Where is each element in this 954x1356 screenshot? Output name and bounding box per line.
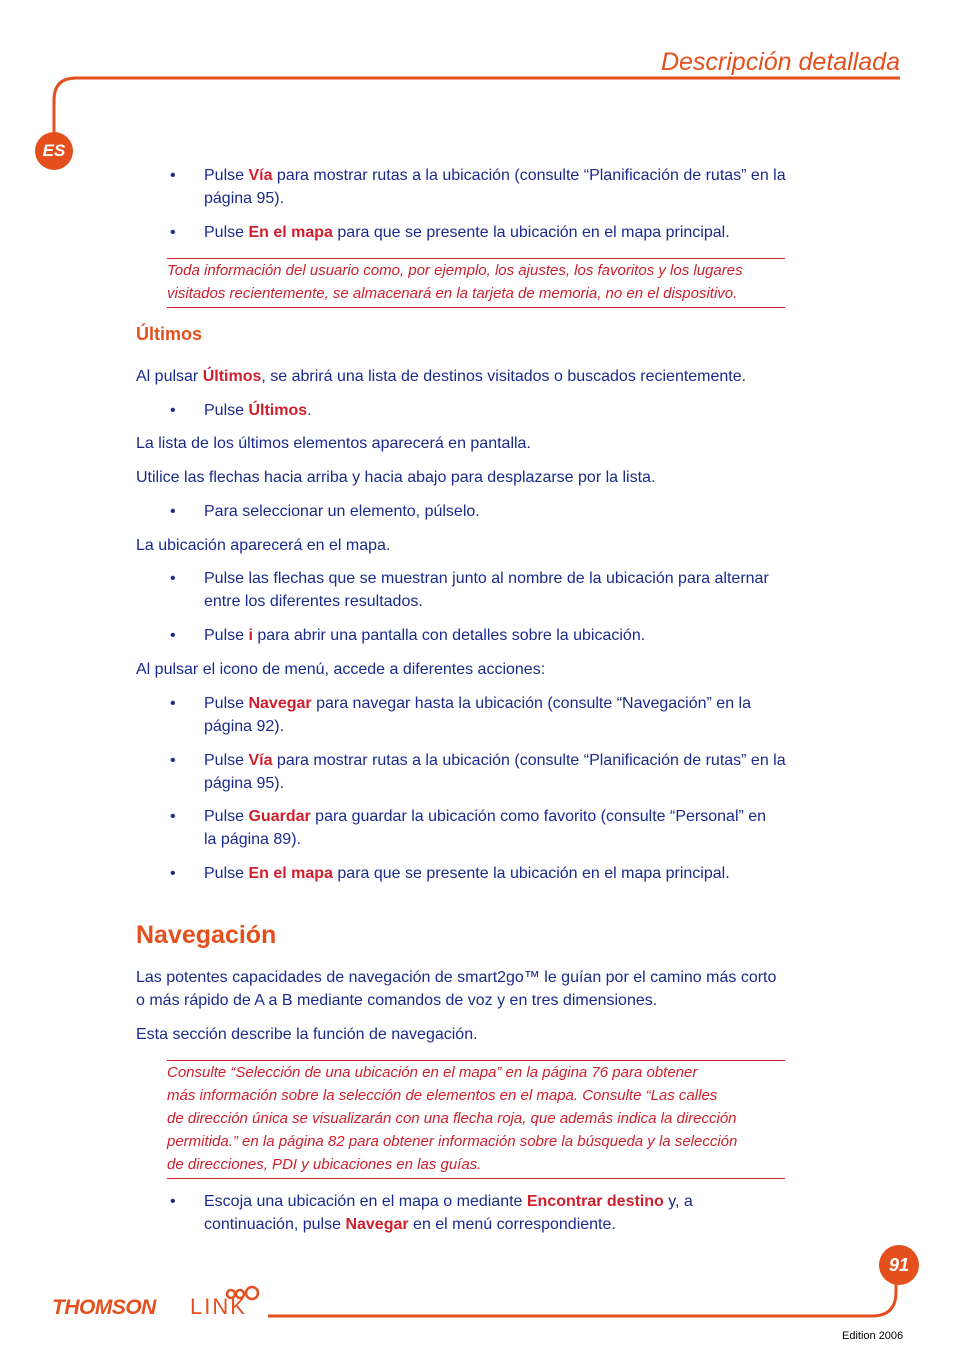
list-item: Para seleccionar un elemento, púlselo. (204, 503, 480, 520)
bullet-icon: • (170, 167, 176, 184)
note-box: Toda información del usuario como, por ejemplo, los ajustes, los favoritos y los lugares visitados recientemente, se almacenará en la tarjeta de memoria, no en el dispositivo. (167, 258, 785, 308)
bullet-icon: • (170, 224, 176, 241)
paragraph: Las potentes capacidades de navegación de smart2go™ le guían por el camino más corto o más rápido de A a B mediante comandos de voz y en tres dimensiones. (136, 969, 777, 1009)
bullet-icon: • (170, 503, 176, 520)
paragraph: Al pulsar el icono de menú, accede a diferentes acciones: (136, 661, 546, 678)
section-heading: Navegación (136, 921, 277, 949)
bullet-icon: • (170, 865, 176, 882)
language-badge: ES (35, 132, 73, 170)
list-item: Pulse Últimos. (204, 402, 312, 419)
bullet-icon: • (170, 627, 176, 644)
list-item: Escoja una ubicación en el mapa o mediante Encontrar destino y, a continuación, pulse Navegar en el menú correspondiente. (204, 1193, 693, 1233)
list-item: Pulse En el mapa para que se presente la ubicación en el mapa principal. (204, 224, 730, 241)
list-item: Pulse las flechas que se muestran junto al nombre de la ubicación para alternar entre los diferentes resultados. (204, 570, 769, 610)
header-rule (54, 78, 900, 150)
paragraph: Al pulsar Últimos, se abrirá una lista de destinos visitados o buscados recientemente. (136, 368, 747, 385)
list-item: Pulse Vía para mostrar rutas a la ubicación (consulte “Planificación de rutas” en la página 95). (204, 752, 786, 792)
edition-label: Edition 2006 (842, 1330, 904, 1342)
bullet-icon: • (170, 402, 176, 419)
list-item: Pulse Vía para mostrar rutas a la ubicación (consulte “Planificación de rutas” en la página 95). (204, 167, 786, 207)
list-item: Pulse i para abrir una pantalla con detalles sobre la ubicación. (204, 627, 646, 644)
paragraph: Esta sección describe la función de navegación. (136, 1026, 478, 1043)
bullet-icon: • (170, 570, 176, 587)
brand-logo: THOMSON (52, 1296, 156, 1319)
list-item: Pulse Navegar para navegar hasta la ubicación (consulte “Navegación” en la página 92). (204, 695, 751, 735)
brand-logo-suffix: LINK (190, 1294, 247, 1319)
paragraph: La ubicación aparecerá en el mapa. (136, 537, 391, 554)
bullet-icon: • (170, 808, 176, 825)
bullet-icon: • (170, 752, 176, 769)
paragraph: La lista de los últimos elementos aparecerá en pantalla. (136, 435, 531, 452)
bullet-icon: • (170, 695, 176, 712)
paragraph: Utilice las flechas hacia arriba y hacia abajo para desplazarse por la lista. (136, 469, 656, 486)
footer-rule (268, 1270, 896, 1316)
list-item: Pulse En el mapa para que se presente la ubicación en el mapa principal. (204, 865, 730, 882)
list-item: Pulse Guardar para guardar la ubicación como favorito (consulte “Personal” en la página 89). (204, 808, 767, 848)
note-box: Consulte “Selección de una ubicación en el mapa” en la página 76 para obtener más información sobre la selección de elementos en el mapa. Consulte “Las calles de dirección única se visualizarán con una flecha roja, que además indica la dirección permitida.” en la página 82 para obtener información sobre la búsqueda y la selección de direcciones, PDI y ubicaciones en las guías. (167, 1060, 785, 1179)
page-header-title: Descripción detallada (660, 48, 900, 76)
page-number-badge: 91 (879, 1245, 919, 1285)
bullet-icon: • (170, 1193, 176, 1210)
subsection-heading: Últimos (136, 324, 203, 344)
